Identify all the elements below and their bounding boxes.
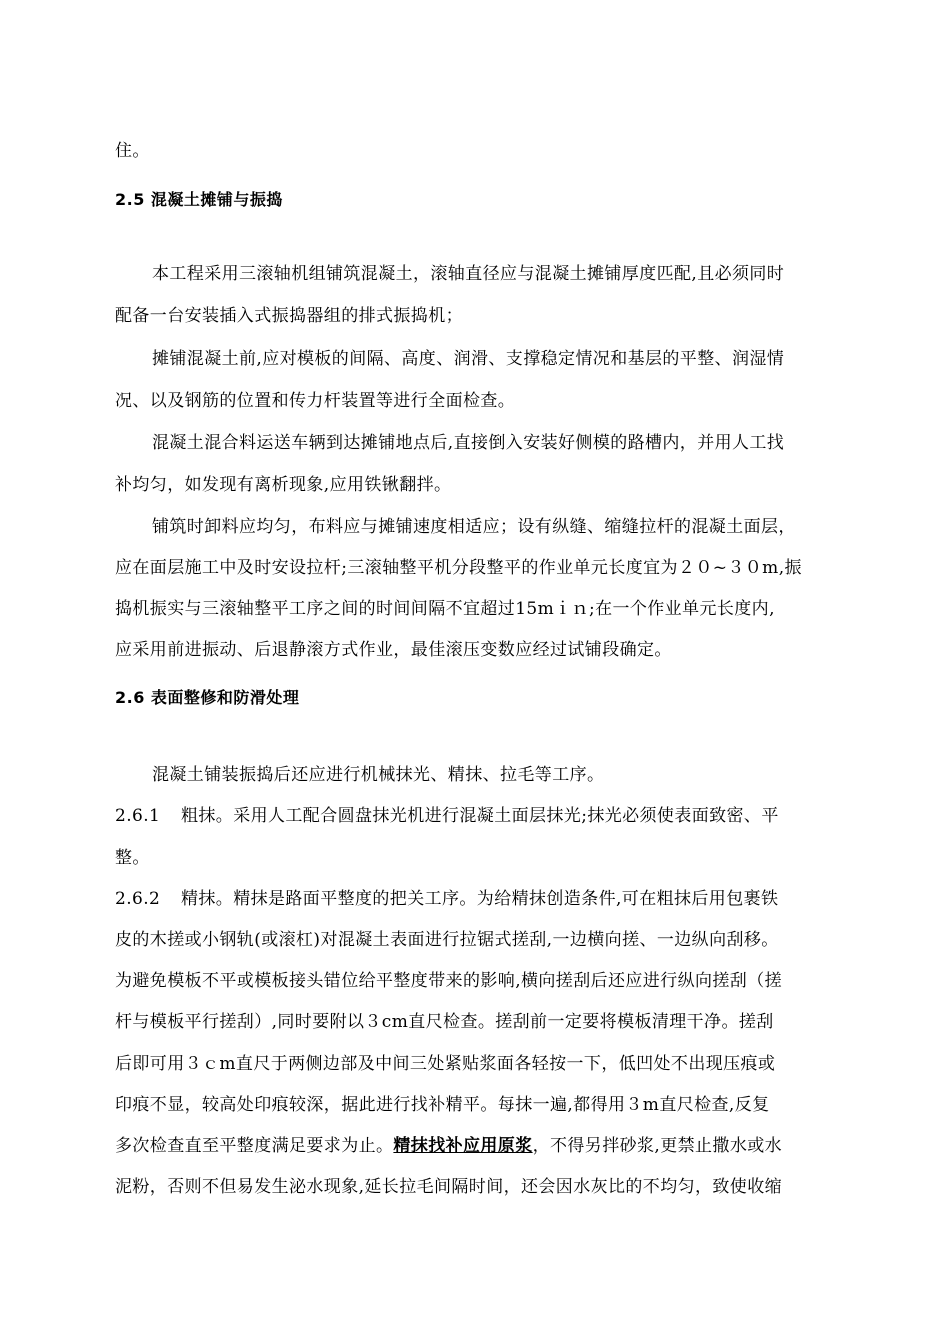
text-line: 况、以及钢筋的位置和传力杆装置等进行全面检查。	[115, 391, 516, 411]
clause-number: 2.6.1	[115, 806, 161, 826]
text-line: 皮的木搓或小钢轨(或滚杠)对混凝土表面进行拉锯式搓刮,一边横向搓、一边纵向刮移。	[115, 930, 779, 950]
clause-number: 2.6.2	[115, 889, 161, 909]
text-line: 应采用前进振动、后退静滚方式作业，最佳滚压变数应经过试铺段确定。	[115, 640, 672, 660]
text-span: 多次检查直至平整度满足要求为止。	[115, 1136, 394, 1156]
text-span: ，不得另拌砂浆,更禁止撒水或水	[532, 1136, 783, 1156]
text-line: 补均匀，如发现有离析现象,应用铁锹翻拌。	[115, 475, 452, 495]
section-heading-2-6: 2.6 表面整修和防滑处理	[115, 688, 300, 707]
text-line: 应在面层施工中及时安设拉杆;三滚轴整平机分段整平的作业单元长度宜为２０~３０m,振	[115, 558, 802, 578]
text-line: 印痕不显，较高处印痕较深，据此进行找补精平。每抹一遍,都得用３m直尺检查,反复	[115, 1095, 770, 1115]
text-span: 粗抹。采用人工配合圆盘抹光机进行混凝土面层抹光;抹光必须使表面致密、平	[181, 806, 779, 826]
text-line: 混凝土铺装振捣后还应进行机械抹光、精抹、拉毛等工序。	[152, 765, 605, 785]
text-line: 整。	[115, 848, 150, 868]
text-line: 住。	[115, 141, 150, 161]
text-line: 本工程采用三滚轴机组铺筑混凝土，滚轴直径应与混凝土摊铺厚度匹配,且必须同时	[152, 264, 785, 284]
numbered-paragraph-2-6-1	[115, 805, 779, 827]
text-line: 捣机振实与三滚轴整平工序之间的时间间隔不宜超过15mｉｎ;在一个作业单元长度内,	[115, 599, 775, 619]
text-line: 杆与模板平行搓刮）,同时要附以３cm直尺检查。搓刮前一定要将模板清理干净。搓刮	[115, 1012, 774, 1032]
numbered-paragraph-2-6-2	[115, 888, 778, 910]
text-span: 精抹。精抹是路面平整度的把关工序。为给精抹创造条件,可在粗抹后用包裹铁	[181, 889, 779, 909]
text-line: 混凝土混合料运送车辆到达摊铺地点后,直接倒入安装好侧模的路槽内，并用人工找	[152, 433, 785, 453]
emphasized-text: 精抹找补应用原浆	[393, 1136, 533, 1156]
text-line: 铺筑时卸料应均匀，布料应与摊铺速度相适应；设有纵缝、缩缝拉杆的混凝土面层，	[152, 517, 796, 537]
text-line: 摊铺混凝土前,应对模板的间隔、高度、润滑、支撑稳定情况和基层的平整、润湿情	[152, 349, 785, 369]
text-line: 后即可用３ｃm直尺于两侧边部及中间三处紧贴浆面各轻按一下，低凹处不出现压痕或	[115, 1054, 776, 1074]
section-heading-2-5: 2.5 混凝土摊铺与振捣	[115, 190, 283, 209]
text-line: 为避免模板不平或模板接头错位给平整度带来的影响,横向搓刮后还应进行纵向搓刮（搓	[115, 971, 783, 991]
text-line: 泥粉，否则不但易发生泌水现象,延长拉毛间隔时间，还会因水灰比的不均匀，致使收缩	[115, 1177, 783, 1197]
text-line: 配备一台安装插入式振捣器组的排式振捣机；	[115, 306, 463, 326]
text-line	[115, 1135, 782, 1157]
